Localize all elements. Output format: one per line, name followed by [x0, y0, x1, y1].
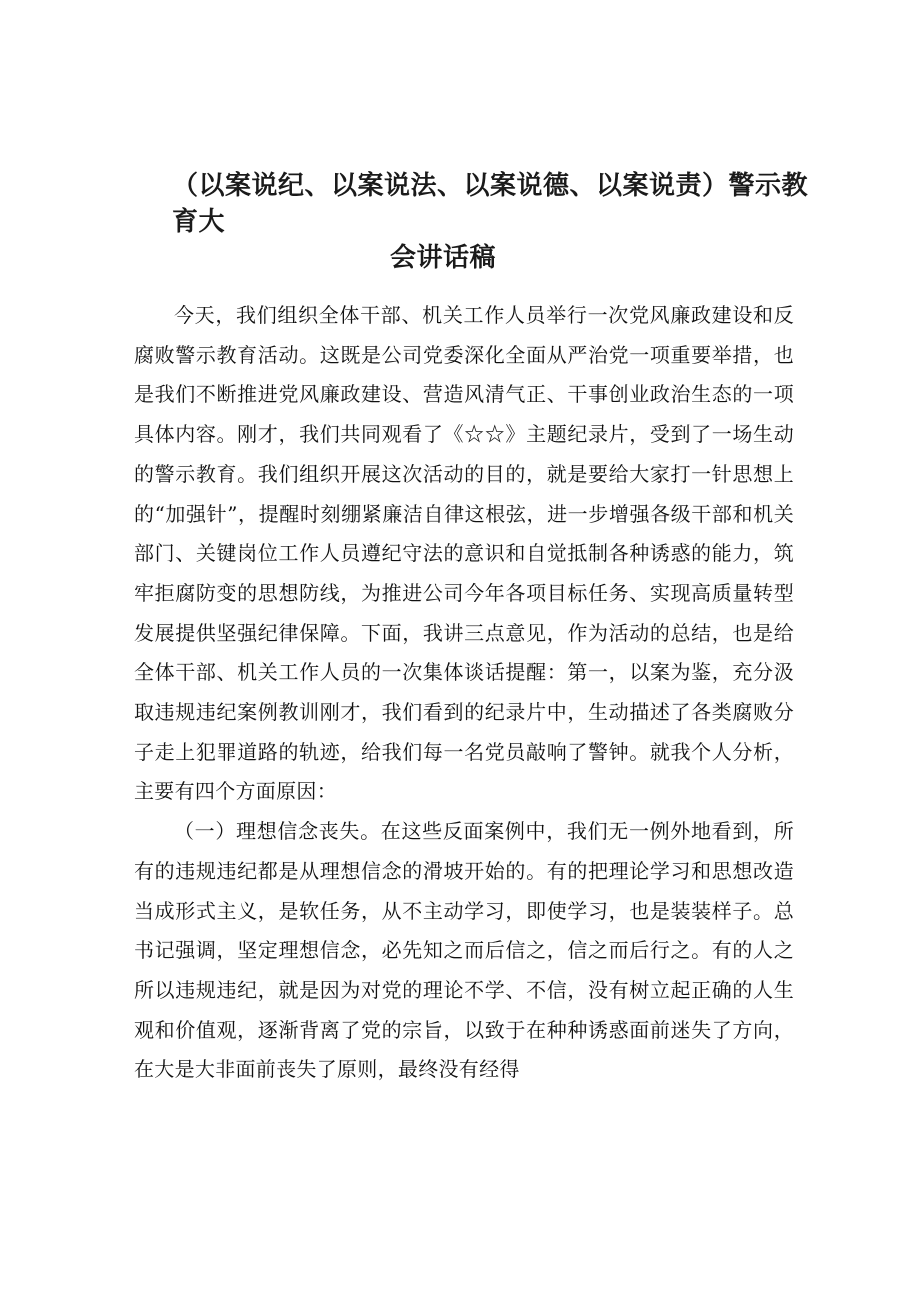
document-body [134, 296, 794, 1090]
document-title [172, 168, 812, 276]
paragraph-intro: 今天，我们组织全体干部、机关工作人员举行一次党风廉政建设和反腐败警示教育活动。这既是公司党委深化全面从严治党一项重要举措，也是我们不断推进党风廉政建设、营造风清气正、干事创业政治生态的一项具体内容。刚才，我们共同观看了《☆☆》主题纪录片，受到了一场生动的警示教育。我们组织开展这次活动的目的，就是要给大家打一针思想上的“加强针”，提醒时刻绷紧廉洁自律这根弦，进一步增强各级干部和机关部门、关键岗位工作人员遵纪守法的意识和自觉抵制各种诱惑的能力，筑牢拒腐防变的思想防线，为推进公司今年各项目标任务、实现高质量转型发展提供坚强纪律保障。下面，我讲三点意见，作为活动的总结，也是给全体干部、机关工作人员的一次集体谈话提醒：第一，以案为鉴，充分汲取违规违纪案例教训刚才，我们看到的纪录片中，生动描述了各类腐败分子走上犯罪道路的轨迹，给我们每一名党员敲响了警钟。就我个人分析，主要有四个方面原因： [134, 303, 794, 804]
title-line-1: （以案说纪、以案说法、以案说德、以案说责）警示教育大 [172, 171, 809, 237]
paragraph-section-1: （一）理想信念丧失。在这些反面案例中，我们无一例外地看到，所有的违规违纪都是从理想信念的滑坡开始的。有的把理论学习和思想改造当成形式主义，是软任务，从不主动学习，即使学习，也是装装样子。总书记强调，坚定理想信念，必先知之而后信之，信之而后行之。有的人之所以违规违纪，就是因为对党的理论不学、不信，没有树立起正确的人生观和价值观，逐渐背离了党的宗旨，以致于在种种诱惑面前迷失了方向，在大是大非面前丧失了原则，最终没有经得 [134, 819, 794, 1082]
title-line-2: 会讲话稿 [390, 243, 497, 273]
